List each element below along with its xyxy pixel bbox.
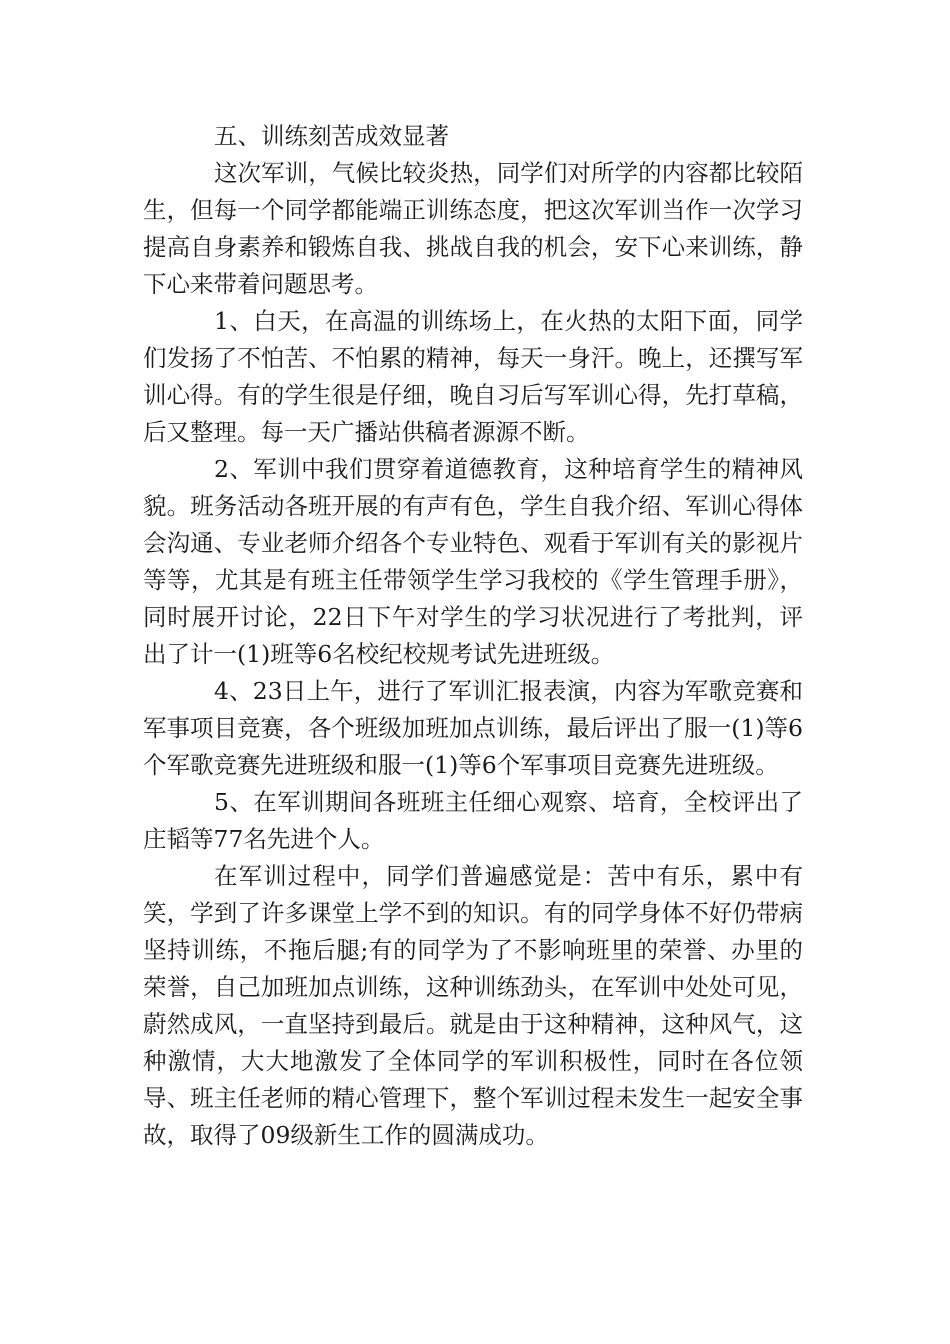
paragraph-item-4: 4、23日上午，进行了军训汇报表演，内容为军歌竞赛和军事项目竞赛，各个班级加班加点训练，最后评出了服一(1)等6个军歌竞赛先进班级和服一(1)等6个军事项目竞赛先进班级。 [143,677,803,779]
paragraph-intro: 这次军训，气候比较炎热，同学们对所学的内容都比较陌生，但每一个同学都能端正训练态度，把这次军训当作一次学习提高自身素养和锻炼自我、挑战自我的机会，安下心来训练，静下心来带着问题思考。 [143,159,803,298]
paragraph-item-1: 1、白天，在高温的训练场上，在火热的太阳下面，同学们发扬了不怕苦、不怕累的精神，每天一身汗。晚上，还撰写军训心得。有的学生很是仔细，晚自习后写军训心得，先打草稿，后又整理。每一天广播站供稿者源源不断。 [143,307,803,446]
paragraph-item-5: 5、在军训期间各班班主任细心观察、培育，全校评出了庄韬等77名先进个人。 [143,788,803,853]
section-heading: 五、训练刻苦成效显著 [214,122,449,150]
document-page [143,118,803,1154]
paragraph-summary: 在军训过程中，同学们普遍感觉是：苦中有乐，累中有笑，学到了许多课堂上学不到的知识。有的同学身体不好仍带病坚持训练，不拖后腿;有的同学为了不影响班里的荣誉、办里的荣誉，自己加班加点训练，这种训练劲头，在军训中处处可见，蔚然成风，一直坚持到最后。就是由于这种精神，这种风气，这种激情，大大地激发了全体同学的军训积极性，同时在各位领导、班主任老师的精心管理下，整个军训过程未发生一起安全事故，取得了09级新生工作的圆满成功。 [143,862,803,1149]
paragraph-item-2: 2、军训中我们贯穿着道德教育，这种培育学生的精神风貌。班务活动各班开展的有声有色，学生自我介绍、军训心得体会沟通、专业老师介绍各个专业特色、观看于军训有关的影视片等等，尤其是有班主任带领学生学习我校的《学生管理手册》，同时展开讨论，22日下午对学生的学习状况进行了考批判，评出了计一(1)班等6名校纪校规考试先进班级。 [143,455,803,668]
